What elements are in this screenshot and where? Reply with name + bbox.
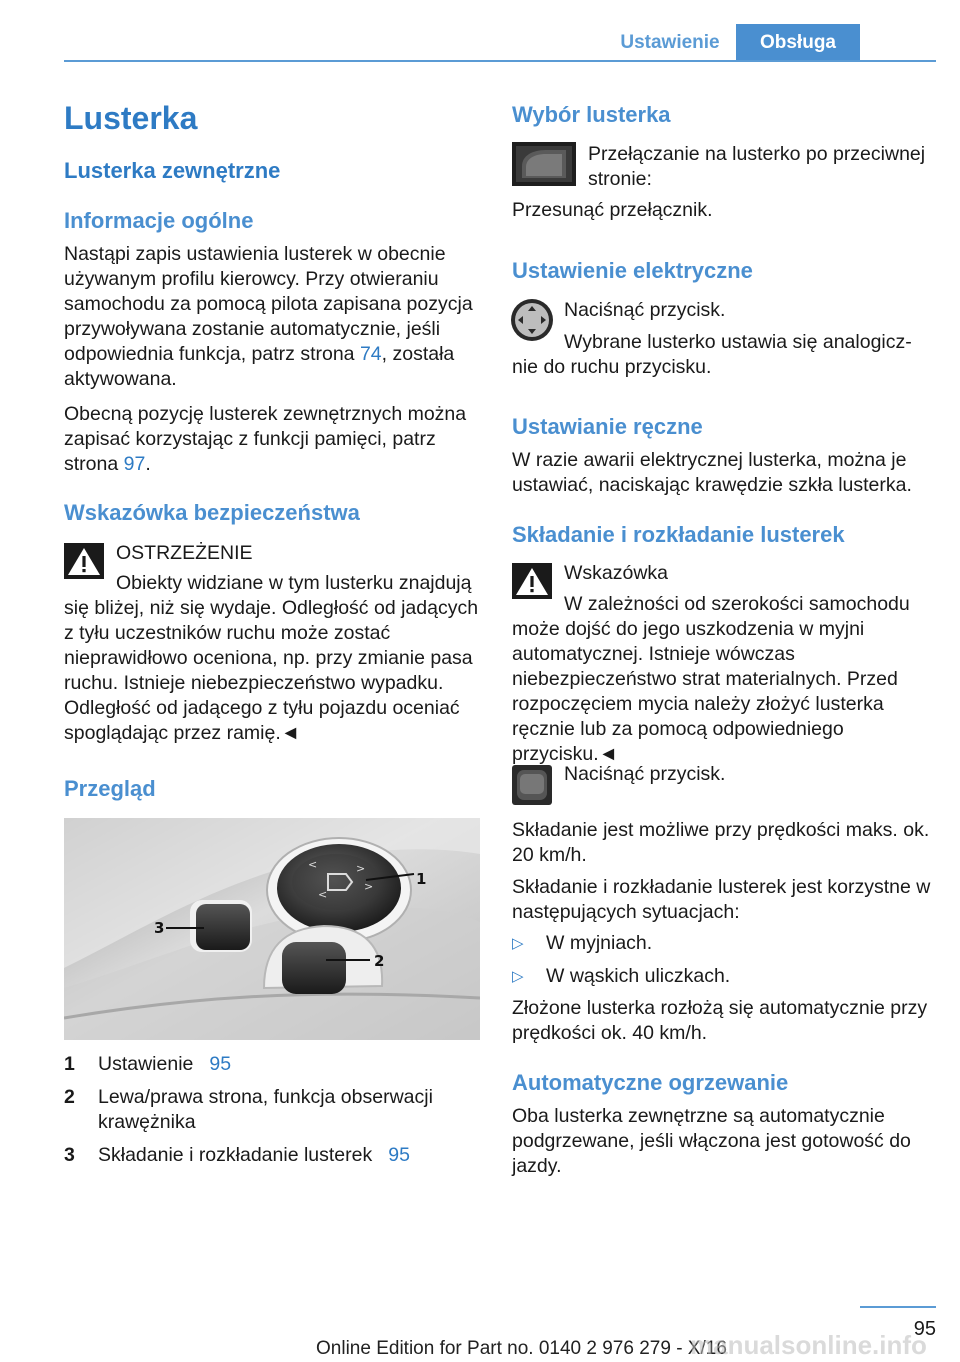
mirror-controls-photo	[64, 818, 480, 1040]
select-heading: Wybór lusterka	[512, 102, 671, 127]
callout-2: 2	[374, 952, 385, 970]
header-chapter-tab: Obsługa	[736, 24, 860, 62]
general-paragraph-2	[64, 402, 484, 477]
warning-label: OSTRZEŻENIE	[116, 542, 253, 564]
folding-bullets	[512, 931, 936, 989]
legend-item	[64, 1085, 484, 1135]
triangle-bullet-icon: ▷	[512, 968, 524, 985]
footer-edition: Online Edition for Part no. 0140 2 976 279 - X/16	[316, 1338, 727, 1359]
general-p2-text-end: .	[145, 453, 151, 475]
electric-text-rest: nie do ruchu przycisku.	[512, 356, 712, 378]
electric-heading: Ustawienie elektryczne	[512, 258, 753, 283]
page-link-97[interactable]: 97	[123, 453, 146, 475]
legend-item	[64, 1052, 484, 1077]
legend-number: 3	[64, 1144, 75, 1166]
folding-heading: Składanie i rozkładanie lusterek	[512, 522, 845, 547]
svg-text:<: <	[308, 858, 318, 871]
legend-number: 2	[64, 1086, 75, 1108]
manual-text: W razie awarii elektrycznej lusterka, można je ustawiać, naciskając krawędzie szkła lusterka.	[512, 449, 912, 496]
select-text: Przełączanie na lusterko po przeciwnej stronie:	[588, 143, 926, 190]
folding-note-label: Wskazówka	[564, 562, 669, 584]
heating-heading: Automatyczne ogrzewanie	[512, 1070, 789, 1095]
legend-text: Lewa/prawa strona, funkcja obserwacji krawężnika	[98, 1086, 433, 1133]
section-subtitle: Lusterka zewnętrzne	[64, 158, 281, 183]
warning-text-first: Obiekty widziane w tym lusterku znajdują	[116, 572, 472, 594]
legend-item	[64, 1143, 484, 1168]
triangle-bullet-icon: ▷	[512, 935, 524, 952]
bullet-text: W myjniach.	[546, 932, 653, 954]
mirror-adjust-button-icon	[510, 298, 554, 342]
folding-note-first: W zależności od szerokości samochodu	[564, 593, 910, 615]
warning-icon	[64, 543, 104, 579]
general-p1-text-end: , została aktywowana.	[64, 343, 455, 390]
mirror-selector-switch-icon	[512, 142, 576, 186]
legend-page-link[interactable]: 95	[388, 1144, 410, 1166]
page-title: Lusterka	[64, 100, 198, 136]
general-p1-text: Nastąpi zapis ustawienia lusterek w obecnie używanym profilu kierowcy. Przy otwieraniu samochodu za pomocą pilota zapisana pozycja przywoływana zostanie automatycznie, jeśli odpowiednia funkcja, patrz strona	[64, 243, 473, 365]
overview-heading: Przegląd	[64, 776, 156, 801]
list-item	[512, 931, 936, 956]
heating-text: Oba lusterka zewnętrzne są automatycznie podgrzewane, jeśli włączona jest gotowość do jazdy.	[512, 1105, 911, 1177]
legend-text: Składanie i rozkładanie lusterek 95	[98, 1144, 410, 1166]
footer-rule	[860, 1306, 936, 1308]
folding-press: Naciśnąć przycisk.	[564, 763, 726, 785]
list-item	[512, 964, 936, 989]
warning-text-rest: się bliżej, niż się wydaje. Odległość od jadących z tyłu uczestników ruchu może zostać nieprawidłowo oceniona, np. przy zmianie pasa ruchu. Istnieje niebezpieczeństwo wypadku. Odległość od jadącego z tyłu pojazdu oceniać spoglądając przez ramię.◄	[64, 597, 479, 744]
folding-p2: Składanie i rozkładanie lusterek jest korzystne w następujących sytuacjach:	[512, 876, 931, 923]
general-heading: Informacje ogólne	[64, 208, 254, 233]
warning-icon	[512, 563, 552, 599]
electric-text-first: Wybrane lusterko ustawia się analogicz-	[564, 331, 912, 353]
bullet-text: W wąskich uliczkach.	[546, 965, 731, 987]
legend-number: 1	[64, 1053, 75, 1075]
legend-page-link[interactable]: 95	[209, 1053, 232, 1075]
legend-text: Ustawienie 95	[98, 1053, 232, 1075]
callout-1: 1	[416, 870, 427, 888]
folding-p1: Składanie jest możliwe przy prędkości maks. ok. 20 km/h.	[512, 819, 930, 866]
page-number: 95	[913, 1318, 936, 1340]
folding-p3: Złożone lusterka rozłożą się automatycznie przy prędkości ok. 40 km/h.	[512, 997, 928, 1044]
callout-3: 3	[154, 919, 165, 937]
select-action: Przesunąć przełącznik.	[512, 199, 713, 221]
safety-heading: Wskazówka bezpieczeństwa	[64, 500, 360, 525]
overview-legend	[64, 1052, 484, 1168]
svg-text:>: >	[364, 880, 374, 893]
fold-mirror-button-icon	[512, 765, 552, 805]
electric-press: Naciśnąć przycisk.	[564, 299, 726, 321]
manual-heading: Ustawianie ręczne	[512, 414, 703, 439]
svg-text:<: <	[318, 888, 328, 901]
header-rule	[64, 60, 936, 62]
general-p2-text: Obecną pozycję lusterek zewnętrznych można zapisać korzystając z funkcji pamięci, patrz strona	[64, 403, 467, 475]
page-link-74[interactable]: 74	[359, 343, 382, 365]
svg-text:>: >	[356, 862, 366, 875]
header-section-tab: Ustawienie	[620, 32, 720, 53]
general-paragraph-1	[64, 242, 484, 392]
folding-note-rest: może dojść do jego uszkodzenia w myjni automatycznej. Istnieje wówczas niebezpieczeństwo strat materialnych. Przed rozpoczęciem mycia należy złożyć lusterka ręcznie lub za pomocą odpowiedniego przycisku.◄	[512, 618, 898, 765]
watermark: manualsonline.info	[690, 1330, 927, 1360]
